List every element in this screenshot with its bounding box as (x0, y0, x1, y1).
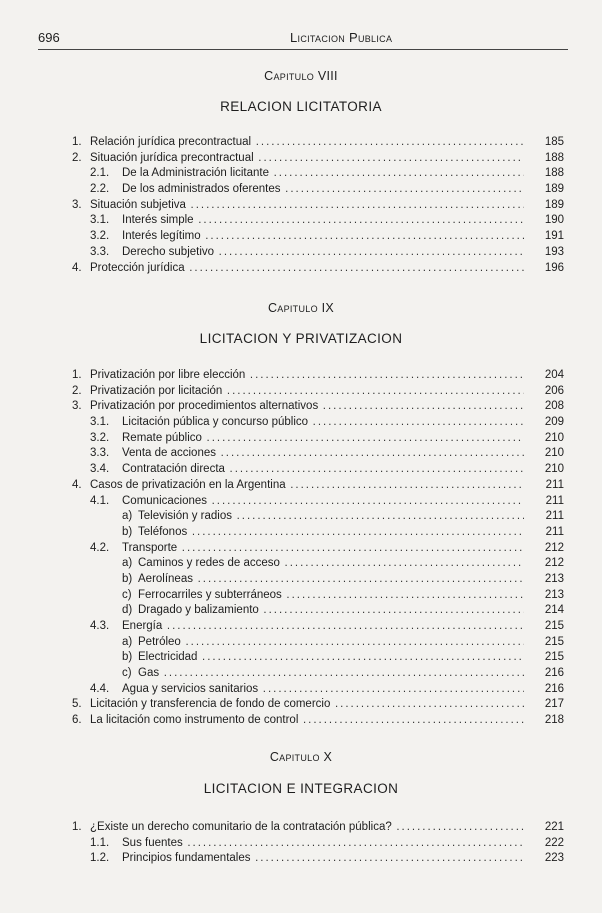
toc-list (72, 368, 564, 729)
toc-entry-leader (138, 572, 524, 588)
toc-entry-leader (138, 588, 524, 604)
toc-entry-number: c) (122, 667, 132, 680)
toc-entry-leader (90, 151, 524, 167)
toc-entry-number: 3. (72, 198, 82, 211)
toc-entry-text: Relación jurídica precontractual (90, 136, 252, 148)
toc-entry-leader (90, 198, 524, 214)
toc-entry (72, 572, 564, 588)
toc-entry (72, 697, 564, 713)
toc-entry-number: 3.3. (90, 245, 110, 258)
toc-entry-page: 212 (544, 557, 564, 570)
toc-entry-leader (122, 213, 524, 229)
toc-entry-text: Caminos y redes de acceso (138, 557, 280, 570)
toc-entry-number: b) (122, 572, 133, 585)
toc-entry-page: 211 (545, 478, 564, 491)
toc-entry-leader (90, 399, 524, 415)
toc-entry-text: Aerolíneas (138, 572, 193, 585)
toc-entry-leader (122, 836, 524, 852)
running-title: Licitacion Publica (290, 30, 393, 45)
toc-entry-text: Derecho subjetivo (122, 245, 215, 258)
toc-entry-page: 214 (544, 604, 564, 617)
toc-entry-number: a) (122, 510, 133, 523)
toc-entry-number: 6. (72, 714, 82, 727)
toc-entry-page: 189 (544, 198, 564, 211)
toc-entry (72, 494, 564, 510)
toc-entry-page: 213 (544, 572, 564, 585)
toc-list (72, 820, 564, 867)
toc-entry (72, 525, 564, 541)
toc-entry-page: 210 (544, 431, 564, 444)
toc-entry (72, 588, 564, 604)
toc-entry-leader (122, 682, 524, 698)
toc-entry-number: 4.4. (90, 682, 110, 695)
toc-entry (72, 682, 564, 698)
toc-entry-number: 4. (72, 261, 82, 274)
toc-entry-text: Transporte (122, 541, 178, 554)
toc-entry-number: a) (122, 635, 133, 648)
toc-entry-leader (122, 619, 524, 635)
toc-entry-page: 215 (544, 620, 564, 632)
toc-entry-text: Interés legítimo (122, 230, 201, 243)
toc-entry-leader (138, 635, 524, 651)
toc-entry (72, 541, 564, 557)
toc-entry-number: 1. (72, 369, 82, 381)
toc-entry-number: a) (122, 557, 133, 570)
toc-entry-text: La licitación como instrumento de control (90, 714, 299, 727)
chapter-title: LICITACION E INTEGRACION (203, 781, 399, 796)
toc-entry-page: 189 (544, 183, 564, 196)
toc-entry-number: 3.4. (90, 463, 110, 476)
toc-entry-page: 216 (544, 682, 564, 695)
toc-entry-leader (90, 713, 524, 729)
toc-entry-text: Contratación directa (122, 463, 225, 476)
toc-entry-leader (138, 509, 524, 525)
toc-entry-number: 1.2. (90, 852, 110, 865)
toc-entry (72, 384, 564, 400)
toc-entry-text: Licitación pública y concurso público (122, 416, 309, 429)
toc-entry-text: Principios fundamentales (122, 852, 251, 865)
chapter-label: Capitulo IX (267, 301, 335, 315)
toc-entry-number: c) (122, 588, 132, 601)
toc-entry-number: 2.1. (90, 167, 110, 180)
toc-entry-leader (122, 494, 524, 510)
toc-entry-number: 4.1. (90, 494, 110, 507)
toc-entry (72, 135, 564, 151)
toc-entry (72, 415, 564, 431)
chapter-title: LICITACION Y PRIVATIZACION (199, 331, 403, 346)
toc-entry-text: Privatización por libre elección (90, 369, 246, 381)
toc-entry (72, 666, 564, 682)
toc-entry-leader (122, 541, 524, 557)
toc-entry-text: Interés simple (122, 214, 194, 227)
toc-entry-number: 4. (72, 478, 82, 491)
toc-entry-page: 188 (544, 167, 564, 180)
toc-entry-text: Privatización por procedimientos alternativos (90, 400, 319, 413)
toc-entry-leader (138, 603, 524, 619)
toc-entry-page: 185 (544, 136, 564, 148)
toc-entry-leader (122, 415, 524, 431)
toc-entry-text: Venta de acciones (122, 447, 216, 460)
toc-entry-page: 211 (545, 510, 564, 523)
toc-entry (72, 836, 564, 852)
toc-entry-text: Situación subjetiva (90, 198, 186, 211)
toc-entry (72, 213, 564, 229)
toc-entry (72, 713, 564, 729)
toc-entry-page: 204 (544, 369, 564, 381)
toc-entry-number: 1.1. (90, 836, 110, 849)
toc-entry (72, 851, 564, 867)
toc-entry-number: d) (122, 604, 133, 617)
toc-entry (72, 462, 564, 478)
toc-entry-page: 196 (544, 261, 564, 274)
toc-entry-text: Energía (122, 620, 163, 632)
toc-entry-text: Sus fuentes (122, 836, 183, 849)
toc-entry (72, 245, 564, 261)
toc-entry-text: De la Administración licitante (122, 167, 270, 180)
toc-entry-text: Ferrocarriles y subterráneos (138, 588, 282, 601)
toc-entry-page: 210 (544, 463, 564, 476)
chapter-title: RELACION LICITATORIA (220, 99, 382, 114)
toc-entry-leader (122, 166, 524, 182)
toc-entry (72, 368, 564, 384)
toc-entry-page: 209 (544, 416, 564, 429)
toc-entry-text: ¿Existe un derecho comunitario de la contratación pública? (90, 821, 392, 833)
toc-entry-page: 215 (544, 651, 564, 664)
toc-entry-page: 223 (544, 852, 564, 865)
toc-entry-page: 190 (544, 214, 564, 227)
toc-entry-text: Electricidad (138, 651, 198, 664)
toc-entry (72, 509, 564, 525)
toc-entry-text: Remate público (122, 431, 202, 444)
toc-entry (72, 198, 564, 214)
toc-entry-page: 218 (544, 714, 564, 727)
toc-entry (72, 261, 564, 277)
page-header (38, 27, 568, 50)
toc-entry-number: 4.2. (90, 541, 110, 554)
toc-entry-leader (122, 431, 524, 447)
toc-entry-page: 217 (544, 698, 564, 711)
toc-entry (72, 166, 564, 182)
toc-entry-number: 1. (72, 136, 82, 148)
toc-entry-number: 2. (72, 384, 82, 397)
toc-entry-number: 3.1. (90, 214, 110, 227)
toc-entry-leader (138, 525, 524, 541)
toc-entry-number: 3. (72, 400, 82, 413)
toc-entry (72, 151, 564, 167)
toc-entry (72, 820, 564, 836)
chapter-label: Capitulo VIII (264, 69, 338, 83)
toc-entry-leader (122, 462, 524, 478)
toc-entry (72, 603, 564, 619)
toc-entry-text: De los administrados oferentes (122, 183, 281, 196)
toc-entry-number: 1. (72, 821, 82, 833)
chapter-label: Capitulo X (269, 750, 333, 764)
toc-entry-leader (90, 261, 524, 277)
toc-entry-page: 221 (544, 821, 564, 833)
toc-entry-page: 208 (544, 400, 564, 413)
toc-entry (72, 446, 564, 462)
toc-entry-leader (122, 229, 524, 245)
toc-entry (72, 182, 564, 198)
toc-entry-leader (138, 650, 524, 666)
toc-entry (72, 635, 564, 651)
toc-entry-page: 216 (544, 667, 564, 680)
page-number: 696 (38, 30, 60, 45)
toc-entry-page: 213 (544, 588, 564, 601)
toc-entry-leader (122, 245, 524, 261)
toc-entry (72, 650, 564, 666)
toc-entry-page: 206 (544, 384, 564, 397)
toc-entry-leader (90, 384, 524, 400)
toc-entry-number: 3.1. (90, 416, 110, 429)
toc-entry (72, 478, 564, 494)
toc-entry (72, 431, 564, 447)
toc-entry (72, 399, 564, 415)
toc-entry-page: 193 (544, 245, 564, 258)
toc-entry-number: 2. (72, 151, 82, 164)
toc-entry-number: 2.2. (90, 183, 110, 196)
toc-entry-text: Gas (138, 667, 160, 680)
toc-entry-leader (122, 851, 524, 867)
toc-entry-text: Casos de privatización en la Argentina (90, 478, 286, 491)
toc-entry-leader (90, 135, 524, 151)
toc-entry-leader (90, 478, 524, 494)
toc-entry-page: 222 (544, 836, 564, 849)
toc-entry (72, 619, 564, 635)
toc-entry-text: Privatización por licitación (90, 384, 223, 397)
toc-list (72, 135, 564, 276)
toc-entry-leader (122, 182, 524, 198)
toc-entry-leader (90, 368, 524, 384)
toc-entry-number: 3.2. (90, 230, 110, 243)
toc-entry (72, 556, 564, 572)
toc-entry-text: Agua y servicios sanitarios (122, 682, 259, 695)
toc-entry-text: Situación jurídica precontractual (90, 151, 254, 164)
toc-entry-number: 3.2. (90, 431, 110, 444)
toc-entry-text: Teléfonos (138, 525, 188, 538)
toc-entry-leader (90, 820, 524, 836)
toc-entry-text: Petróleo (138, 635, 181, 648)
toc-entry-text: Televisión y radios (138, 510, 232, 523)
toc-entry-page: 211 (545, 525, 564, 538)
toc-entry-text: Licitación y transferencia de fondo de comercio (90, 698, 331, 711)
toc-entry-number: 3.3. (90, 447, 110, 460)
toc-entry-page: 212 (544, 541, 564, 554)
toc-entry-text: Dragado y balizamiento (138, 604, 259, 617)
toc-entry-page: 210 (544, 447, 564, 460)
toc-entry-number: b) (122, 525, 133, 538)
toc-entry-number: b) (122, 651, 133, 664)
toc-entry-text: Comunicaciones (122, 494, 208, 507)
toc-entry-leader (122, 446, 524, 462)
toc-entry (72, 229, 564, 245)
toc-entry-number: 4.3. (90, 620, 110, 632)
toc-entry-page: 211 (545, 494, 564, 507)
toc-entry-leader (138, 666, 524, 682)
toc-entry-text: Protección jurídica (90, 261, 185, 274)
toc-entry-page: 188 (544, 151, 564, 164)
toc-entry-leader (138, 556, 524, 572)
toc-entry-number: 5. (72, 698, 82, 711)
toc-entry-leader (90, 697, 524, 713)
toc-entry-page: 215 (544, 635, 564, 648)
toc-entry-page: 191 (544, 230, 564, 243)
